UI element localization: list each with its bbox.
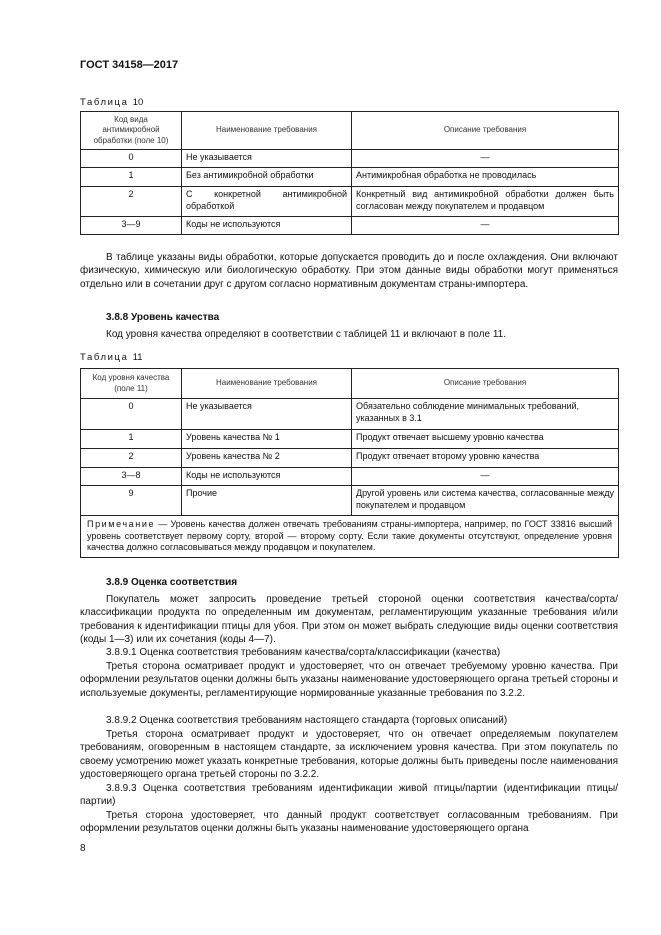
section-heading: 3.8.8 Уровень качества: [106, 312, 220, 323]
table-caption-word: Таблица: [80, 352, 129, 363]
cell-name: Уровень качества № 1: [182, 430, 352, 449]
cell-code: 2: [81, 187, 182, 217]
paragraph: Покупатель может запросить проведение третьей стороной оценки соответствия качества/сорта/классификации продукта по определенным им документам, регламентирующим указанные требования и/или требования к идентификации птицы для убоя. При этом он может выбрать следующие виды оценки соответствия (коды 1—3) или их сочетания (коды 4—7).: [80, 594, 618, 645]
paragraph: Третья сторона удостоверяет, что данный продукт соответствует согласованным требованиям. При оформлении результатов оценки должны быть указаны наименование удостоверяющего органа: [80, 810, 618, 835]
paragraph: Третья сторона осматривает продукт и удостоверяет, что он отвечает определяемым покупателем требованиям, оговоренным в настоящем стандарте, за исключением уровня качества. При этом покупатель по своему усмотрению может указать конкретные требования, которые должны быть приведены после наименования удостоверяющего органа третьей стороны по 3.2.2.: [80, 729, 618, 780]
cell-name: С конкретной антимикробной обработкой: [182, 187, 352, 217]
table-note-row: [81, 516, 619, 558]
cell-description: —: [352, 468, 619, 486]
table-row: [81, 430, 619, 449]
table-caption-number: 11: [132, 352, 143, 363]
paragraph: Код уровня качества определяют в соответствии с таблицей 11 и включают в поле 11.: [106, 329, 506, 340]
cell-name: Не указывается: [182, 150, 352, 168]
table-11: [80, 368, 619, 558]
paragraph: Третья сторона осматривает продукт и удостоверяет, что он отвечает требуемому уровню качества. При оформлении результатов оценки должны быть указаны наименование удостоверяющего органа третьей стороны и используемые документы, регламентирующие нормированные указанные требования по 3.2.2.: [80, 661, 618, 699]
page-number: 8: [80, 843, 86, 854]
cell-code: 0: [81, 399, 182, 430]
cell-name: Прочие: [182, 486, 352, 516]
table-header-row: [81, 369, 619, 399]
cell-name: Без антимикробной обработки: [182, 168, 352, 187]
cell-name: Уровень качества № 2: [182, 449, 352, 468]
column-header: Код уровня качества (поле 11): [81, 369, 182, 399]
table-header-row: [81, 112, 619, 150]
table-row: [81, 150, 619, 168]
cell-description: Другой уровень или система качества, согласованные между покупателем и продавцом: [352, 486, 619, 516]
cell-code: 1: [81, 430, 182, 449]
cell-description: Продукт отвечает высшему уровню качества: [352, 430, 619, 449]
cell-code: 0: [81, 150, 182, 168]
column-header: Код вида антимикробной обработки (поле 10): [81, 112, 182, 150]
cell-description: Продукт отвечает второму уровню качества: [352, 449, 619, 468]
cell-name: Коды не используются: [182, 217, 352, 235]
note-label: Примечание: [87, 519, 156, 529]
table-11-caption: [80, 352, 143, 363]
document-header: ГОСТ 34158—2017: [80, 59, 179, 71]
column-header: Наименование требования: [182, 369, 352, 399]
cell-code: 9: [81, 486, 182, 516]
cell-description: —: [352, 150, 619, 168]
cell-code: 3—9: [81, 217, 182, 235]
cell-description: Конкретный вид антимикробной обработки должен быть согласован между покупателем и продавцом: [352, 187, 619, 217]
paragraph: 3.8.9.1 Оценка соответствия требованиям качества/сорта/классификации (качества): [106, 647, 501, 658]
table-note: [81, 516, 619, 558]
table-row: [81, 187, 619, 217]
table-row: [81, 449, 619, 468]
paragraph: 3.8.9.3 Оценка соответствия требованиям идентификации живой птицы/партии (идентификации птицы/партии): [80, 783, 618, 808]
column-header: Описание требования: [352, 112, 619, 150]
table-row: [81, 468, 619, 486]
paragraph: В таблице указаны виды обработки, которые допускается проводить до и после охлаждения. Они включают физическую, химическую или биологическую обработку. При этом данные виды обработки могут применяться отдельно или в сочетании друг с другом согласно нормативным документам страны-импортера.: [80, 252, 618, 290]
table-row: [81, 168, 619, 187]
cell-description: Антимикробная обработка не проводилась: [352, 168, 619, 187]
table-10-caption: [80, 97, 143, 108]
column-header: Наименование требования: [182, 112, 352, 150]
table-caption-word: Таблица: [80, 97, 129, 108]
cell-code: 1: [81, 168, 182, 187]
cell-description: —: [352, 217, 619, 235]
column-header: Описание требования: [352, 369, 619, 399]
table-10: [80, 111, 619, 235]
section-heading: 3.8.9 Оценка соответствия: [106, 577, 238, 588]
table-row: [81, 217, 619, 235]
cell-name: Не указывается: [182, 399, 352, 430]
cell-description: Обязательно соблюдение минимальных требований, указанных в 3.1: [352, 399, 619, 430]
table-row: [81, 486, 619, 516]
cell-code: 3—8: [81, 468, 182, 486]
cell-code: 2: [81, 449, 182, 468]
paragraph: 3.8.9.2 Оценка соответствия требованиям настоящего стандарта (торговых описаний): [106, 715, 508, 726]
cell-name: Коды не используются: [182, 468, 352, 486]
table-row: [81, 399, 619, 430]
note-text: — Уровень качества должен отвечать требованиям страны-импортера, например, по ГОСТ 33816 высший уровень соответствует первому сорту, второй — второму сорту. Если такие документы отсутствуют, определение уровня качества должно согласовываться между продавцом и покупателем.: [87, 519, 612, 553]
table-caption-number: 10: [132, 97, 144, 108]
